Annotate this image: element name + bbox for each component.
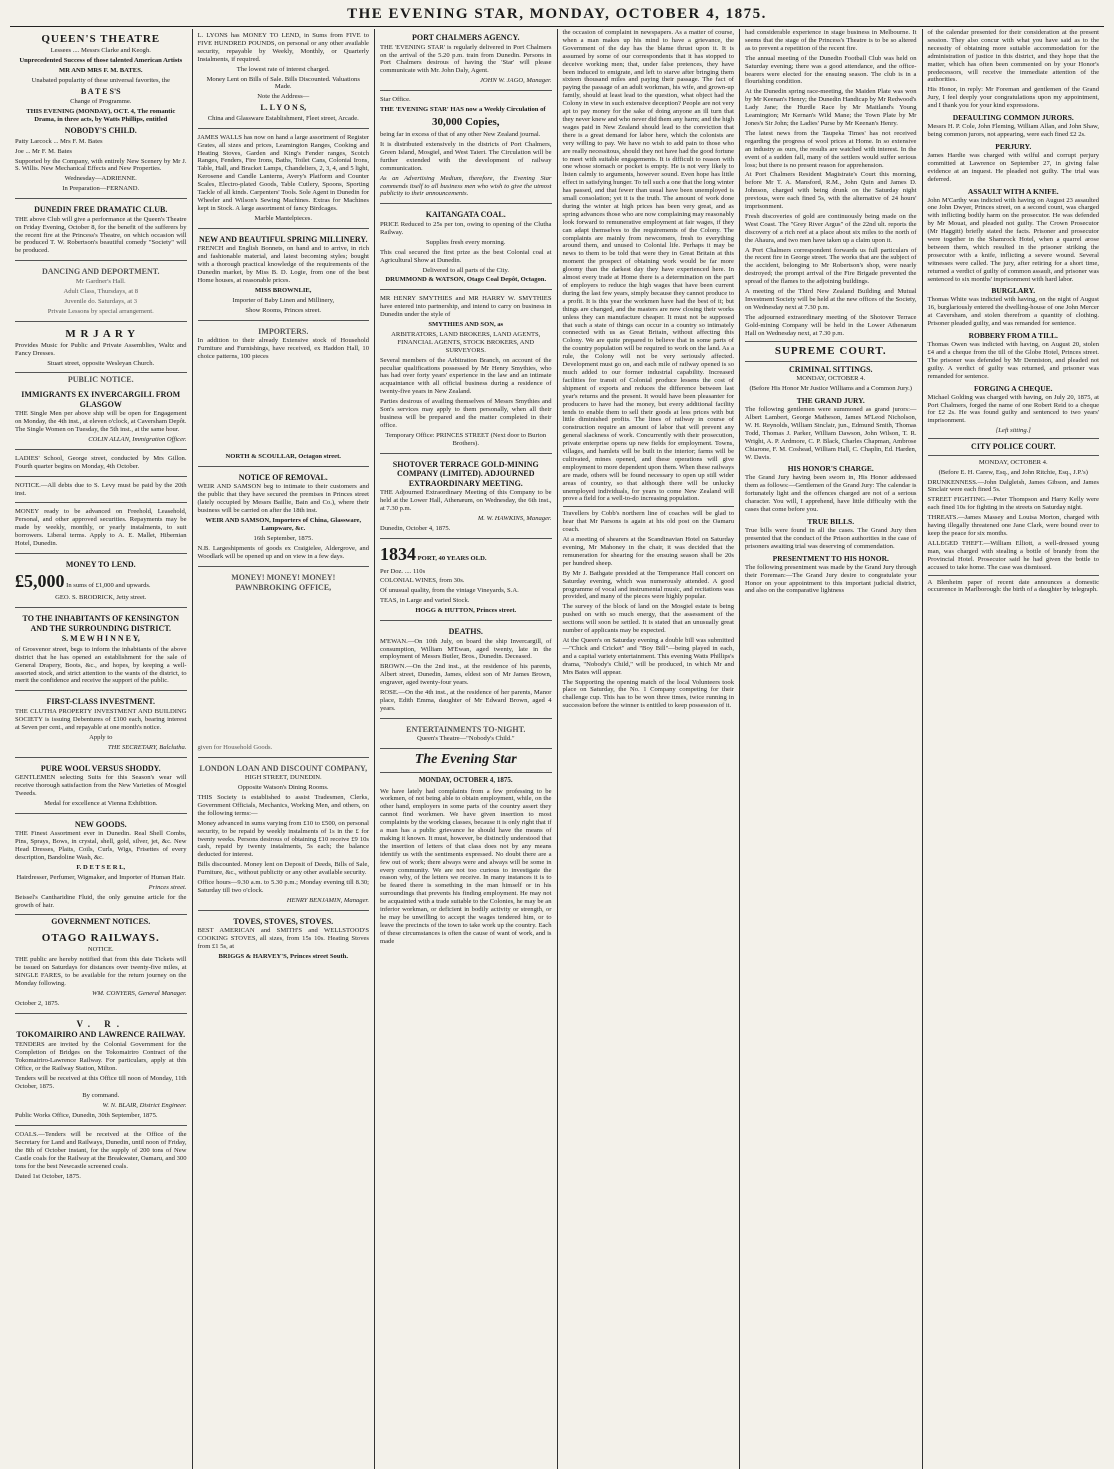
ad-body: NOTICE.—All debts due to S. Levy must be paid by the 20th inst. — [15, 481, 187, 497]
ad-importers — [198, 323, 370, 467]
ad-millinery — [198, 231, 370, 321]
ad-body: THE 'EVENING STAR' HAS now a Weekly Circulation of — [380, 106, 546, 114]
ad-immigrants — [15, 386, 187, 450]
article-text: The adjourned extraordinary meeting of the Shotover Terrace Gold-mining Company will be held in the Lower Athenæum Hall on Wednesday next, at 7.30 p.m. — [745, 313, 917, 337]
article-text: Messrs H. P. Cole, John Fleming, William Allan, and John Shaw, being common jurors, not appearing, were each fined £2 2s. — [927, 123, 1099, 138]
ad-line: Dunedin, October 4, 1875. — [380, 525, 451, 533]
article-text: The following presentment was made by the Grand Jury through their Foreman:—The Grand Jury desire to congratulate your Honor on your appointment to this important judicial district, and also on the comparative lightness — [745, 563, 917, 595]
ad-list-faded — [198, 363, 370, 453]
article-text: At the Queen's on Saturday evening a double bill was submitted—"Chick and Cricket" and "Boy Bill"—being played in each, and a capital variety entertainment. This evening Watts Phillips's drama, "Nobody's Child," will be produced, in which Mr and Mrs Bates will appear. — [562, 636, 734, 676]
ad-line: Unabated popularity of these universal favorites, the — [31, 76, 170, 84]
notice-text: Queen's Theatre—"Nobody's Child." — [416, 735, 515, 743]
article-title: FORGING A CHEQUE. — [973, 383, 1053, 393]
ad-body: being far in excess of that of any other New Zealand journal. — [380, 131, 541, 139]
ad-line: THIS EVENING (MONDAY), OCT. 4, The romantic Drama, in three acts, by Watts Phillips, entitled — [26, 108, 176, 124]
article-title: PERJURY. — [995, 141, 1032, 151]
divider — [745, 361, 917, 362]
column-1 — [10, 29, 193, 1469]
ad-line: Beissel's Cantharidine Fluid, the only genuine article for the growth of hair. — [15, 893, 187, 909]
article-text: A Blenheim paper of recent date announces a domestic occurrence in Marlborough: the birth of a daughter by telegraph. — [927, 578, 1099, 594]
article-text: Thomas White was indicted with having, on the night of August 16, burglariously entered the dwelling-house of one John Mercer at Caversham, and stolen therefrom a quantity of clothing. Prisoner pleaded guilty, and was remanded for sentence. — [927, 296, 1099, 328]
ad-line: Note the Address— — [257, 93, 310, 101]
ad-subtitle: PAWNBROKING OFFICE, — [235, 583, 332, 593]
editorial-date: MONDAY, OCTOBER 4, 1875. — [418, 776, 513, 785]
article-text: Fresh discoveries of gold are continuously being made on the West Coast. The "Grey River Argus" of the 22nd ult. reports the discovery of a rich reef at a place about six miles to the north of the Ahaura, and two men have taken up a claim upon it. — [745, 212, 917, 244]
divider — [928, 575, 1100, 576]
article-title: HIS HONOR'S CHARGE. — [787, 464, 874, 474]
ad-line: TEAS, in Large and varied Stock. — [380, 597, 470, 605]
ad-line: Mr Gardner's Hall. — [75, 277, 126, 285]
section-heading: ENTERTAINMENTS TO-NIGHT. — [406, 724, 526, 734]
ad-line: Juvenile do. Saturdays, at 3 — [64, 297, 138, 305]
ad-shotover — [380, 456, 552, 539]
ad-body: WEIR AND SAMSON beg to intimate to their customers and the public that they have secured the premises in Princes street (lately occupied by Messrs Baillie, Bain and Co.), where their business will be carried on after the 18th inst. — [197, 483, 369, 515]
ad-body: THE public are hereby notified that from this date Tickets will be issued on Saturdays for distances over twenty-five miles, at SINGLE FARES, to be available for the return journey on the Monday following. — [15, 956, 187, 987]
section-heading: GOVERNMENT NOTICES. — [51, 917, 151, 927]
ad-title: DUNEDIN FREE DRAMATIC CLUB. — [34, 205, 168, 215]
ad-signature: DRUMMOND & WATSON, Otago Coal Depôt, Octagon. — [385, 276, 547, 284]
ad-queens-theatre — [15, 29, 187, 199]
ad-line: V. R. — [76, 1018, 126, 1029]
ad-signature: COLIN ALLAN, Immigration Officer. — [88, 435, 187, 443]
court-date: MONDAY, OCTOBER 4. — [978, 458, 1048, 466]
ad-body: THE Single Men per above ship will be open for Engagement on Monday, the 4th inst., at eleven o'clock, at Caversham Depôt. The Single Women on Tuesday, the 5th inst., at the same hour. — [15, 410, 187, 433]
section-heading: CITY POLICE COURT. — [971, 442, 1056, 452]
ad-line: NOTICE. — [87, 946, 114, 954]
ad-body: BEST AMERICAN and SMITH'S and WELLSTOOD'S COOKING STOVES, all sizes, from 15s 10s. Heating Stoves from £1 5s, at — [197, 927, 369, 951]
article-title: DEFAULTING COMMON JURORS. — [952, 113, 1074, 123]
ad-line: F. D E T S E R L, — [76, 863, 126, 871]
ad-line: Temporary Office: PRINCES STREET (Next door to Burton Brothers). — [385, 431, 547, 447]
article-text: THREATS.—James Massey and Louisa Morton, charged with having illegally threatened one Jane Clark, were bound over to keep the peace for six months. — [927, 514, 1099, 537]
ad-line: Hairdresser, Perfumer, Wigmaker, and Importer of Human Hair. — [16, 873, 186, 881]
ad-line: MR AND MRS F. M. BATES. — [58, 67, 143, 74]
ad-body: TENDERS are invited by the Colonial Government for the Completion of Bridges on the Tokomairiro Contract of the Tokomairiro-Lawrence Railway. For particulars, apply at this Office, or the Railway Station, Milton. — [15, 1040, 187, 1072]
ad-line: Joe ... Mr F. M. Bates — [15, 147, 72, 155]
ad-body: L. LYONS has MONEY TO LEND, in Sums from FIVE to FIVE HUNDRED POUNDS, on personal or any other available security, repayable by Weekly, Monthly, or Quarterly Instalments, if required. — [197, 32, 369, 63]
article-text: The annual meeting of the Dunedin Football Club was held on Saturday evening; there was a good attendance, and the office-bearers were elected for the ensuing season. The club is in a flourishing condition. — [745, 54, 917, 86]
ad-line: given for Household Goods. — [197, 743, 273, 751]
section-subheading: CRIMINAL SITTINGS. — [788, 364, 873, 374]
ad-signature: BRIGGS & HARVEY'S, Princes street South. — [218, 953, 348, 961]
ad-body: THE Finest Assortment ever in Dunedin. Real Shell Combs, Pins, Sprays, Bows, in crystal, shell, gold, silver, jet, &c. New Head Dresses, Plaits, Coils, Curls, Wigs, Frisettes of every description, Bandoline Wash, &c. — [15, 830, 187, 862]
ad-signature: NORTH & SCOULLAR, Octagon street. — [225, 452, 341, 460]
court-bench: (Before His Honor Mr Justice Williams and a Common Jury.) — [749, 385, 913, 393]
ad-title: PORT CHALMERS AGENCY. — [411, 33, 520, 42]
ad-body: THE above Club will give a performance at the Queen's Theatre on Friday Evening, October 8, for the benefit of the sufferers by the recent fire at the Princess's Theatre, on which occasion will be produced T. W. Robertson's beautiful comedy "Society" will be produced. — [15, 215, 187, 255]
ad-line: S. M E W H I N N E Y, — [61, 634, 140, 644]
column-4 — [558, 29, 741, 1469]
ad-line: Per Doz. .... 110s — [380, 567, 426, 575]
deaths-notices — [380, 623, 552, 719]
ad-port-wine — [380, 541, 552, 621]
ad-money-advanced — [15, 505, 187, 554]
ad-body: COALS.—Tenders will be received at the Office of the Secretary for Land and Railways, Dunedin, until noon of Friday, the 8th of October instant, for the supply of 200 tons of New Castle coals for the Railway at the Breakwater, Oamaru, and 300 tons for the best Newcastle screened coals. — [15, 1131, 187, 1170]
article-text: A meeting of the Third New Zealand Building and Mutual Investment Society will be held at the new offices of the Society, on Wednesday next at 7.30 p.m. — [745, 288, 917, 311]
article-text: Michael Golding was charged with having, on July 20, 1875, at Port Chalmers, forged the name of one Robert Reid to a cheque for £2 2s. He was found guilty and sentenced to two years' imprisonment. — [927, 393, 1099, 425]
court-date: MONDAY, OCTOBER 4. — [796, 375, 866, 383]
editorial-body: We have lately had complaints from a few professing to be workmen, of not being able to obtain employment, while, on the other hand, employers in some parts of the country assert they cannot find workmen. We have given insertion to most complaints by the working classes, because it is only right that if a man has a public grievance he should have the means of making it known. It must, however, be distinctly understood that the insertion of letters of that class does not by any means identify us with the sentiments expressed. No doubt there are a few out of work; there always were and always will be some in every community. We are not too curious to investigate the reason why, of the letters we receive. In many instances it is to be feared there is something in the man himself or in his surroundings that prevents his finding employment. He may not be acquainted with a trade suitable to the Colonies, he may be an inferior workman, or deficient in bodily activity or strength, or he may be unwilling to accept the wages tendered him, or to leave the precincts of the town to take work up the country. Each of these circumstances is often the cause of want of work, and is made — [380, 787, 552, 945]
ad-body: LADIES' School, George street, conducted by Mrs Gillon. Fourth quarter begins on Monday, 4th October. — [15, 454, 187, 470]
divider — [745, 341, 917, 342]
ad-notice-debts — [15, 479, 187, 504]
ad-signature: W. N. BLAIR, District Engineer. — [102, 1102, 187, 1110]
notice-text: M'EWAN.—On 10th July, on board the ship Invercargill, of consumption, William M'Ewan, aged twenty, late in the employment of Messrs Butler, Bros., Dunedin. Deceased. — [380, 637, 552, 661]
ad-money-to-lend — [15, 556, 187, 608]
divider — [380, 772, 552, 773]
section-heading: SUPREME COURT. — [774, 344, 887, 357]
article-text: The following gentlemen were summoned as grand jurors:—Albert Lambert, George Matheson, James M'Leod Nicholson, W. H. Reynolds, William Sinclair, jun., Edmund Smith, Thomas Todd, Thomas J. Parker, William Dawson, John Wilson, T. R. Wright, A. P. Ardmore, C. P. Black, Charles Chapman, Ambrose Chiarone, F. M. Coshead, William Hall, C. Chaplin, Ed. Harden, W. Davis. — [745, 406, 917, 461]
ad-signature: JOHN W. JAGO, Manager. — [479, 77, 552, 85]
ad-line: COLONIAL WINES, from 30s. — [380, 577, 465, 585]
ad-title: DANCING AND DEPORTMENT. — [41, 267, 160, 277]
ad-line: Money Lent on Bills of Sale. Bills Discounted. Valuations Made. — [206, 75, 360, 91]
ad-pawnbroking — [198, 569, 370, 758]
ad-coals — [15, 1128, 187, 1185]
ad-body: Money advanced in sums varying from £10 to £500, on personal security, to be repaid by weekly instalments of 1s in the £ for twenty weeks. Persons desirous of obtaining £10 receive £9 10s cash, repaid by twenty instalments, 5s each; the balance deducted for interest. — [197, 819, 369, 859]
section-heading: DEATHS. — [448, 627, 483, 637]
ad-body: FRENCH and English Bonnets, on hand and to arrive, in rich and fashionable material, and latest becoming styles; bought with a thorough practical knowledge of the requirements of the Dunedin market, by Miss B. D. Logie, from one of the best Home houses, at reasonable prices. — [197, 245, 369, 284]
ad-removal — [198, 469, 370, 567]
ad-line: Delivered to all parts of the City. — [422, 266, 510, 274]
ad-line: October 2, 1875. — [15, 999, 60, 1007]
ad-title: TOKOMAIRIRO AND LAWRENCE RAILWAY. — [16, 1030, 186, 1040]
ad-line: Medal for excellence at Vienna Exhibition. — [44, 799, 158, 807]
ad-investment — [15, 693, 187, 757]
article-text: True bills were found in all the cases. The Grand Jury then presented that the conduct of the Prison authorities in the case of prisoners awaiting trial was deserving of commendation. — [745, 527, 917, 550]
ad-signature: HOGG & HUTTON, Princes street. — [415, 607, 517, 615]
ad-line: Opposite Watson's Dining Rooms. — [237, 784, 329, 792]
ad-body: PRICE Reduced to 25s per ton, owing to opening of the Clutha Railway. — [380, 220, 552, 236]
ad-faded-body — [198, 594, 370, 744]
article-text: ALLEGED THEFT.—William Elliott, a well-dressed young man, was charged with stealing a bottle of brandy from the Provincial Hotel. Prosecutor said he had given the bottle to accused to take home. The case was dismissed. — [927, 539, 1099, 571]
divider — [928, 455, 1100, 456]
ad-line: Importer of Baby Linen and Millinery, — [232, 296, 335, 304]
ad-title: IMMIGRANTS EX INVERCARGILL FROM GLASGOW — [21, 390, 181, 409]
article-text: His Honor, in reply: Mr Foreman and gentlemen of the Grand Jury, I feel deeply your congratulations upon my appointment, and I thank you for your kind expressions. — [927, 86, 1099, 110]
notice-text: ROSE.—On the 4th inst., at the residence of her parents, Manor place, Edith Emma, daughter of Mr Edward Brown, aged 4 years. — [380, 689, 552, 712]
ad-title: M R J A R Y — [65, 327, 137, 340]
ad-body: Several members of the Arbitration Branch, on account of the peculiar qualifications possessed by Mr Henry Smythies, who has had over forty years' experience in the law and an intimate acquaintance with all official business during a residence of twenty-five years in New Zealand. — [380, 356, 552, 396]
ad-line: MISS BROWNLIE, — [255, 286, 312, 294]
ad-body: Provides Music for Public and Private Assemblies, Waltz and Fancy Dresses. — [15, 341, 187, 357]
article-title: PRESENTMENT TO HIS HONOR. — [772, 553, 889, 563]
ad-line: Star Office. — [380, 96, 411, 104]
article-text: The Grand Jury having been sworn in, His Honor addressed them as follows:—Gentlemen of the Grand Jury: The calendar is fortunately light and the offences charged are not of a serious character. You will, I apprehend, have little difficulty with the cases that come before you. — [745, 474, 917, 514]
article-text: DRUNKENNESS.—John Dalgleish, James Gibson, and James Sinclair were each fined 5s. — [927, 478, 1099, 494]
ad-ladies-school — [15, 452, 187, 477]
article-title: ROBBERY FROM A TILL. — [968, 331, 1058, 341]
ad-body: Bills discounted. Money lent on Deposit of Deeds, Bills of Sale, Furniture, &c., without publicity or any other available security. — [197, 861, 369, 877]
article-text: The survey of the block of land on the Mosgiel estate is being pushed on with so much energy, that the assessment of the sections will soon be settled. It is stated that an unusually great number of applicants may be expected. — [562, 603, 734, 635]
article-text: At the Dunedin spring race-meeting, the Maiden Plate was won by Mr Keenan's Henry; the Dunedin Handicap by Mr Redwood's Lady Jane; the Hurdle Race by Mr Maitland's Young Leamington; Mr Kernan's Wild Mane; the Town Plate by Mr Jones's Sir John; the Ladies' Purse by Mr Keenan's Henry. — [745, 88, 917, 127]
ad-line: Public Works Office, Dunedin, 30th September, 1875. — [15, 1112, 158, 1120]
ad-line: Private Lessons by special arrangement. — [47, 307, 154, 315]
ad-line: Wednesday—ADRIENNE. — [64, 175, 137, 183]
article-text: of the calendar presented for their consideration at the present session. They also concur with what you have said as to the necessity of obtaining more suitable accommodation for the administration of justice in this district, and they hope that the matter, which has often been commented on by your Honor's predecessors, will receive the immediate attention of the authorities. — [927, 29, 1099, 84]
ad-body: THIS Society is established to assist Tradesmen, Clerks, Government Officials, Mechanics, Working Men, and others, on the following terms:— — [197, 794, 369, 817]
ad-signature: GEO. S. BRODRICK, Jetty street. — [55, 594, 147, 602]
ad-kaitangata-coal — [380, 206, 552, 290]
ad-dunedin-club — [15, 201, 187, 261]
ad-line: Unprecedented Success of those talented American Artists — [19, 57, 183, 65]
ad-lyons — [198, 29, 370, 129]
ad-copies: 30,000 Copies, — [431, 115, 500, 128]
ad-title: NEW AND BEAUTIFUL SPRING MILLINERY. — [199, 234, 368, 244]
ad-line: 16th September, 1875. — [253, 534, 313, 542]
ad-line: Apply to — [89, 733, 113, 741]
column-6 — [923, 29, 1105, 1469]
ad-line: NOBODY'S CHILD. — [64, 126, 137, 136]
editorial — [380, 752, 552, 945]
ad-body: MR HENRY SMYTHIES and MR HARRY W. SMYTHIES have entered into partnership, and intend to carry on business in Dunedin under the style of — [380, 295, 552, 319]
ad-title: SHOTOVER TERRACE GOLD-MINING COMPANY (LIMITED). ADJOURNED EXTRAORDINARY MEETING. — [392, 459, 539, 488]
ad-dancing — [15, 263, 187, 321]
article-text: Thomas Owen was indicted with having, on August 20, stolen £4 and a cheque from the till of the Globe Hotel, Princes street. The prisoner was defended by Mr Denniston, and pleaded not guilty. A verdict of guilty was returned, and prisoner was remanded for sentence. — [927, 341, 1099, 380]
article-title: THE GRAND JURY. — [796, 396, 865, 406]
column-2 — [193, 29, 376, 1469]
ad-signature: THE SECRETARY, Balclutha. — [107, 743, 187, 751]
ad-otago-railways — [15, 928, 187, 1014]
ad-title: NOTICE OF REMOVAL. — [238, 472, 328, 482]
column-3 — [375, 29, 558, 1469]
ad-line: In Preparation—FERNAND. — [62, 185, 140, 193]
article-text: A Port Chalmers correspondent forwards us full particulars of the recent fire in George street. The works that are the subject of the accident, belonging to Mr Robertson's shop, were nearly destroyed; the prompt arrival of the Fire Brigade prevented the spread of the flames to the adjoining buildings. — [745, 246, 917, 286]
ad-signature: M. W. HAWKINS, Manager. — [477, 515, 552, 523]
ad-line: SMYTHIES AND SON, as — [428, 321, 504, 329]
ad-line: Tenders will be received at this Office till noon of Monday, 11th October, 1875. — [15, 1074, 187, 1090]
ad-line: Change of Programme. — [70, 98, 132, 106]
ad-title: TOVES, STOVES, STOVES. — [233, 916, 334, 926]
article-text: The Supporting the opening match of the local Volunteers took place on Saturday, the No. 1 Company competing for their challenge cup. This has to be won three times, twice running in succession before the winner is entitled to keep possession of it. — [562, 678, 734, 710]
ad-title: TO THE INHABITANTS OF KENSINGTON AND THE SURROUNDING DISTRICT. — [22, 614, 179, 633]
ad-circulation — [380, 93, 552, 204]
article-text: STREET FIGHTING.—Peter Thompson and Harry Kelly were each fined 10s for fighting in the streets on Saturday night. — [927, 496, 1099, 512]
ad-body: JAMES WALLS has now on hand a large assortment of Register Grates, all sizes and prices, Leamington Ranges, Cooking and Heating Stoves, Garden and King's Fender ranges, Scotch Ranges, Fenders, Fire Irons, Baths, Toilet Cans, Colonial Irons, Table, Hall, and Bracket Lamps, Chandeliers, 2, 3, 4, and 5 light, Kerosene and Candle Lanterns, Avery's Platform and Counter Scales, Electro-plated Goods, Table Cutlery, Spoons, Sporting Tackle of all kinds. Carpenters' Tools. Sole Agent in Dunedin for Wheeler and Wilson's Sewing Machines. Extras for Machines kept in Stock. A large assortment of fancy Birdcages. — [197, 133, 369, 212]
ad-james-walls — [198, 131, 370, 229]
ad-line: Supplies fresh every morning. — [426, 238, 506, 246]
ad-line: The lowest rate of interest charged. — [236, 65, 330, 73]
ad-title: KAITANGATA COAL. — [425, 210, 506, 220]
ad-body: As an Advertising Medium, therefore, the Evening Star commends itself to all business men who wish to give the utmost publicity to their announcements. — [380, 174, 552, 198]
article-text: John M'Carthy was indicted with having on August 23 assaulted one John Dwyer, Princes street, on a second count, was charged with inflicting bodily harm on the prosecutor. He was defended by Mr Mouat, and pleaded not guilty. The Crown Prosecutor (Mr Haggitt) briefly stated the facts. Prisoner and prosecutor were together in the Shamrock Hotel, when a quarrel arose between them, which resulted in the prisoner striking the prosecutor with a knife, inflicting a severe wound. Several witnesses were called. The jury, after retiring for a short time, returned a verdict of guilty of common assault, and prisoner was sentenced to six months' imprisonment with hard labor. — [927, 196, 1099, 283]
article-text: had considerable experience in stage business in Melbourne. It seems that the stage of the Princess's Theatre is to be so altered as to prevent a repetition of the recent fire. — [745, 29, 917, 52]
ad-stoves — [198, 913, 370, 966]
entertainments — [380, 721, 552, 750]
article-text: [Left sitting.] — [995, 427, 1031, 435]
ad-body: In sums of £1,000 and upwards. — [66, 581, 151, 589]
ad-line: Of unusual quality, from the vintage Vineyards, S.A. — [380, 587, 519, 595]
ad-line: ARBITRATORS, LAND BROKERS, LAND AGENTS, FINANCIAL AGENTS, STOCK BROKERS, AND SURVEYORS. — [391, 330, 541, 354]
article-text: Travellers by Cobb's northern line of coaches will be glad to hear that Mr Parsons is again at his old post on the Oamaru coach. — [562, 510, 734, 534]
ad-body: Parties desirous of availing themselves of Messrs Smythies and Son's services may apply to them personally, when all their business will be prepared and the matter completed in their office. — [380, 398, 552, 429]
ad-pure-wool — [15, 760, 187, 814]
ad-line: HIGH STREET, DUNEDIN. — [244, 774, 322, 782]
ad-title: OTAGO RAILWAYS. — [41, 932, 160, 945]
ad-body: It is distributed extensively in the districts of Port Chalmers, Green Island, Mosgiel, and West Taieri. The Circulation will be further extended with the development of railway communication. — [380, 141, 552, 172]
article-text: By Mr J. Bathgate presided at the Temperance Hall concert on Saturday evening, which was numerously attended. A good programme of vocal and instrumental music, and recitations was provided, and many of the pieces were highly popular. — [562, 569, 734, 601]
ad-line: B A T E S'S — [80, 86, 121, 96]
ad-year: 1834 — [380, 543, 416, 564]
article-text: At Port Chalmers Resident Magistrate's Court this morning, before Mr T. A. Mansford, R.M., John Quin and James D. Johnson, charged with being drunk on the Saturday night previous, were each fined 5s, with the alternative of 24 hours' imprisonment. — [745, 171, 917, 211]
ad-line: N.B. Largeshipments of goods ex Craigielee, Aldergrove, and Woodlark will be opened up and on view in a few days. — [197, 544, 369, 560]
ad-line: China and Glassware Establishment, Fleet street, Arcade. — [207, 114, 359, 122]
article-text: The latest news from the Taupeka Times' has not received regarding the progress of wool prices at Home. In so extensive an industry as ours, the results are watched with interest. In the event of a sudden fall, many of the settlers would suffer serious loss; but there is no present reason for apprehension. — [745, 129, 917, 169]
ad-line: Lessees .... Messrs Clarke and Keogh. — [50, 47, 151, 55]
ad-signature: HENRY BENJAMIN, Manager. — [286, 896, 369, 904]
columns — [10, 29, 1104, 1469]
ad-title: FIRST-CLASS INVESTMENT. — [46, 697, 155, 707]
article-text: James Hardie was charged with wilful and corrupt perjury committed at Lawrence on September 27, in giving false evidence at an inquest. He pleaded not guilty. The trial was deferred. — [927, 151, 1099, 183]
ad-line: By command. — [82, 1092, 120, 1100]
ad-body: THE Adjourned Extraordinary Meeting of this Company to be held at the Lower Hall, Athenæum, on Wednesday, the 6th inst., at 7.30 p.m. — [380, 489, 552, 513]
ad-signature: WM. CONYERS, General Manager. — [91, 989, 187, 997]
article-text: At a meeting of shearers at the Scandinavian Hotel on Saturday evening, Mr Mahoney in the chair, it was decided that the remuneration for shearing for the ensuing season shall be 20s per hundred sheep. — [562, 536, 734, 567]
ad-title: MONEY TO LEND. — [65, 559, 136, 569]
ad-line: Princes street. — [148, 883, 187, 891]
ad-body: GENTLEMEN selecting Suits for this Season's wear will receive thorough satisfaction from the New Varieties of Mosgiel Tweeds. — [15, 774, 187, 797]
ad-title: MONEY! MONEY! MONEY! — [231, 572, 336, 582]
ad-line: Show Rooms, Princes street. — [245, 306, 322, 314]
ad-new-goods — [15, 816, 187, 916]
ad-body: MONEY ready to be advanced on Freehold, Leasehold, Personal, and other approved securities. Repayments may be made by weekly, monthly, or yearly instalments, to suit borrowers. Liberal terms. Apply to A. E. Mallet, Hibernian Hotel, Dunedin. — [15, 508, 187, 548]
ad-title: NEW GOODS. — [74, 819, 127, 829]
ad-body: Office hours—9.30 a.m. to 5.30 p.m.; Monday evening till 8.30; Saturday till two o'clock. — [197, 879, 369, 894]
ad-title: LONDON LOAN AND DISCOUNT COMPANY, — [199, 763, 368, 773]
ad-body: THE 'EVENING STAR' is regularly delivered in Port Chalmers on the arrival of the 5.20 p.m. train from Dunedin. Persons in Port Chalmers desirous of having the 'Star' will please communicate with Mr. John Daly, Agent. — [380, 43, 552, 75]
ad-mr-jary — [15, 324, 187, 374]
ad-line: Patty Larcock ... Mrs F. M. Bates — [15, 137, 103, 145]
ad-smythies — [380, 292, 552, 453]
ad-title: PURE WOOL VERSUS SHODDY. — [40, 763, 161, 773]
ad-signature: WEIR AND SAMSON, Importers of China, Glassware, Lampware, &c. — [205, 517, 362, 532]
column-5 — [740, 29, 923, 1469]
ad-body: In addition to their already Extensive stock of Household Furniture and Furnishings, have received, ex Haddon Hall, 10 choice patterns, 100 pieces — [197, 337, 369, 360]
divider — [928, 438, 1100, 439]
ad-tokomairiro — [15, 1016, 187, 1127]
ad-line: Supported by the Company, with entirely New Scenery by Mr J. S. Willis. New Mechanical Effects and New Properties. — [15, 157, 187, 173]
ad-kensington — [15, 610, 187, 691]
ad-amount: £5,000 — [15, 570, 65, 591]
masthead: THE EVENING STAR, MONDAY, OCTOBER 4, 1875. — [10, 6, 1104, 27]
ad-line: Dated 1st October, 1875. — [15, 1172, 81, 1180]
ad-body: This coal secured the first prize as the best Colonial coal at Agricultural Show at Dunedin. — [380, 248, 552, 264]
paper-nameplate: The Evening Star — [414, 752, 517, 768]
ad-line: Marble Mantelpieces. — [254, 214, 312, 222]
ad-body: of Grosvenor street, begs to inform the inhabitants of the above district that he has opened an establishment for the sale of General Drapery, Boots, &c., and hopes, by keeping a well-assorted stock, and strict attention to the wants of the district, to merit the confidence and receive the support of the public. — [15, 645, 187, 685]
notice-text: BROWN.—On the 2nd inst., at the residence of his parents, Albert street, Dunedin, James, eldest son of Mr James Brown, engraver, aged twenty-four years. — [380, 663, 552, 687]
ad-title: IMPORTERS. — [258, 326, 309, 336]
ad-title: QUEEN'S THEATRE — [41, 33, 161, 45]
divider — [563, 506, 735, 507]
ad-title: PORT, 40 YEARS OLD. — [417, 554, 487, 562]
article-title: BURGLARY. — [991, 286, 1036, 296]
article-text: the occasion of complaint in newspapers. As a matter of course, when a man makes up his mind to have a grievance, the Government of the day has the blame thrust upon it. It is assumed by some of our correspondents that it has stopped to deceive working men; that, under false pretences, they have been induced to emigrate, and left to starve after bringing them sixteen thousand miles and paying their passage. The fact of paying the passage of an adult workman, his wife, and grown-up family, should at least lead to the question, what object had the Colony in view in such extensive deception? People are not very apt to pay money for the sake of doing anyone an ill turn that they never knew and who never did them any harm; and the high wages paid in New Zealand should lead to the conviction that there is a great demand for labor here, which the colonists are very willing to pay. We have no wish to add pain to those who are really necessitous, should they not have had the good fortune to meet with suitable engagements. It is difficult to reason with one whose stomach or pocket is empty. He is not very likely to listen calmly to arguments, however sound. Even hope has little effect in satisfying hunger. To tell such a one that the long winter has passed, and that fewer than usual have been unemployed is small consolation; yet it is the truth. The amount of work done during the winter at high prices has been very great, and as spring advances those who are now complaining may reasonably look forward to remunerative employment at fair wages, if they can adapt themselves to the requirements of the Colony. The complaints are mainly from newcomers, fresh to everything around them, and unused to Colonial life. Perhaps it may be news to them to be told that were they in Great Britain at this moment the prospect of obtaining work would be far more gloomy than the darkest day they have experienced here. In almost every trade at Home there is a determination on the part of employers to reduce the high wages that have been current during the last few years, simply because they cannot produce to a profit. It is this year the workmen have had the best of it; but things are changed, and the masters are now closing their works unless they can manufacture cheaper. It must not be supposed that such a state of things can occur in a country so intimately connected with us as Great Britain, without affecting this Colony. We are quite prepared to believe that in some parts of the country population will be required to work on the land. As a rule, the Colony will not be very seriously affected. Development must go on, and each mile of railway opened is so much added to our former industrial capability. Increased facilities for transit of Colonial produce lessens the cost of shipment of exports and reduces the difference between last year's returns and the present. It would have been pleasanter for producers to have had the money, but every additional facility tends to enable them to sell their goods at less prices with but little diminished profits. The lines of railway in course of construction require an amount of labor that will prevent any general slackness of work. Concurrently with their prosecution, private enterprise opens up new fields for employment. Towns, villages, and hamlets will be built in the interior; farms will be cultivated, mines opened, and these operations will give employment to more dependent upon them. When these railways are made, others will be found necessary to open up still wider areas of country, so that although there will be unlucky unemployed individuals, for years to come New Zealand will prove a field for a well-to-do increasing population. — [562, 29, 734, 503]
ad-line: Stuart street, opposite Wesleyan Church. — [47, 359, 155, 367]
ad-loan-discount — [198, 760, 370, 911]
section-heading: PUBLIC NOTICE. — [67, 375, 134, 385]
ad-port-chalmers — [380, 29, 552, 91]
ad-line: Adult Class, Thursdays, at 8 — [63, 287, 139, 295]
court-bench: (Before E. H. Carew, Esq., and John Ritchie, Esq., J.P.'s) — [938, 468, 1088, 476]
ad-line: L. L Y O N S, — [260, 103, 307, 113]
article-title: ASSAULT WITH A KNIFE. — [967, 186, 1059, 196]
article-title: TRUE BILLS. — [807, 517, 855, 526]
ad-body: THE CLUTHA PROPERTY INVESTMENT AND BUILDING SOCIETY is issuing Debentures of £100 each, bearing interest at Seven per cent., and repayable at one month's notice. — [15, 707, 187, 731]
